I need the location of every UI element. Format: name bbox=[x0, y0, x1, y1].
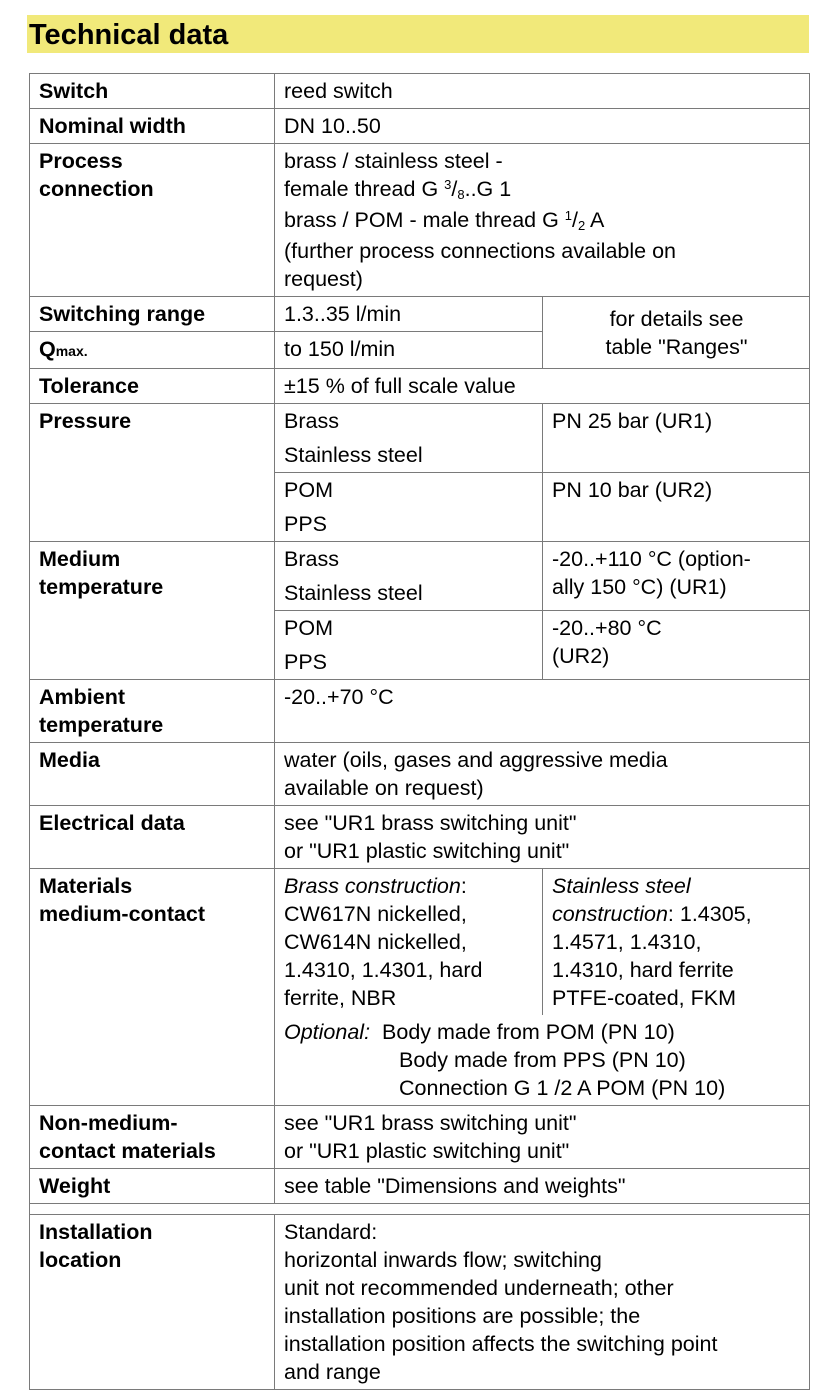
fraction-denominator: 2 bbox=[578, 218, 586, 233]
material: PPS bbox=[284, 650, 328, 674]
label-line: Non-medium- bbox=[39, 1111, 178, 1135]
label-switching-range: Switching range bbox=[30, 297, 275, 332]
optional-label: Optional: bbox=[284, 1020, 371, 1044]
pressure-materials-1 bbox=[275, 404, 543, 473]
label-line: connection bbox=[39, 177, 154, 201]
label-tolerance: Tolerance bbox=[30, 369, 275, 404]
brass-construction bbox=[275, 869, 543, 1016]
value-line: -20..+110 °C (option- bbox=[552, 547, 751, 571]
value-line: 1.4310, 1.4301, hard bbox=[284, 958, 483, 982]
value-line: available on request) bbox=[284, 776, 484, 800]
label-weight: Weight bbox=[30, 1169, 275, 1204]
value-line: installation positions are possible; the bbox=[284, 1304, 641, 1328]
optional-materials bbox=[275, 1015, 810, 1106]
row-media bbox=[30, 743, 810, 806]
value-line: ferrite, NBR bbox=[284, 986, 397, 1010]
fraction-numerator: 1 bbox=[564, 208, 573, 223]
temp-materials-1 bbox=[275, 542, 543, 611]
value-switching-range: 1.3..35 l/min bbox=[275, 297, 543, 332]
italic-text: Brass construction bbox=[284, 874, 461, 898]
value-process-connection bbox=[275, 144, 810, 297]
row-materials-1 bbox=[30, 869, 810, 1016]
value-line: installation position affects the switching point bbox=[284, 1332, 718, 1356]
technical-data-table bbox=[29, 73, 810, 1390]
value-line: Standard: bbox=[284, 1220, 378, 1244]
text: : bbox=[460, 874, 467, 898]
label-q: Q bbox=[39, 337, 56, 361]
row-non-medium-contact bbox=[30, 1106, 810, 1169]
value-switch: reed switch bbox=[275, 74, 810, 109]
section-header bbox=[27, 15, 809, 53]
value-line bbox=[552, 900, 801, 928]
value-line: 1.4571, 1.4310, bbox=[552, 930, 702, 954]
label-qmax bbox=[30, 332, 275, 369]
text: female thread G bbox=[284, 177, 445, 201]
label-line: Process bbox=[39, 149, 123, 173]
value-electrical-data bbox=[275, 806, 810, 869]
row-nominal-width bbox=[30, 109, 810, 144]
value-line: see "UR1 brass switching unit" bbox=[284, 1111, 577, 1135]
fraction-slash: / bbox=[572, 208, 578, 232]
label-pressure: Pressure bbox=[30, 404, 275, 542]
optional-line: Connection G 1 /2 A POM (PN 10) bbox=[399, 1076, 726, 1100]
material: POM bbox=[284, 478, 333, 502]
fraction-denominator: 8 bbox=[457, 187, 465, 202]
row-tolerance bbox=[30, 369, 810, 404]
material: PPS bbox=[284, 512, 328, 536]
text: Body made from POM (PN 10) bbox=[382, 1020, 675, 1044]
value-qmax: to 150 l/min bbox=[275, 332, 543, 369]
label-materials bbox=[30, 869, 275, 1106]
value-line: or "UR1 plastic switching unit" bbox=[284, 839, 570, 863]
label-line: Medium bbox=[39, 547, 121, 571]
temp-value-2 bbox=[543, 611, 810, 680]
temp-materials-2 bbox=[275, 611, 543, 680]
row-pressure-1 bbox=[30, 404, 810, 473]
label-installation bbox=[30, 1215, 275, 1390]
label-switch: Switch bbox=[30, 74, 275, 109]
row-switch bbox=[30, 74, 810, 109]
value-line bbox=[284, 206, 801, 237]
italic-text: construction bbox=[552, 902, 668, 926]
text: : 1.4305, bbox=[667, 902, 752, 926]
value-line: see "UR1 brass switching unit" bbox=[284, 811, 577, 835]
value-line: water (oils, gases and aggressive media bbox=[284, 748, 668, 772]
optional-line bbox=[284, 1018, 801, 1046]
label-process-connection bbox=[30, 144, 275, 297]
label-line: temperature bbox=[39, 575, 164, 599]
row-process-connection bbox=[30, 144, 810, 297]
pressure-value-1: PN 25 bar (UR1) bbox=[543, 404, 810, 473]
pressure-value-2: PN 10 bar (UR2) bbox=[543, 473, 810, 542]
ranges-note bbox=[543, 297, 810, 369]
value-line bbox=[552, 872, 801, 900]
value-non-medium-contact bbox=[275, 1106, 810, 1169]
note-line: for details see bbox=[609, 306, 744, 331]
label-media: Media bbox=[30, 743, 275, 806]
value-line: (further process connections available on bbox=[284, 239, 676, 263]
row-switching-range bbox=[30, 297, 810, 332]
label-line: contact materials bbox=[39, 1139, 216, 1163]
value-line: (UR2) bbox=[552, 644, 610, 668]
value-line bbox=[284, 175, 801, 206]
spacer-cell bbox=[30, 1204, 810, 1215]
fraction-numerator: 3 bbox=[444, 177, 452, 192]
fraction-slash: / bbox=[451, 177, 458, 201]
value-line: CW617N nickelled, bbox=[284, 902, 467, 926]
label-line: Ambient bbox=[39, 685, 125, 709]
label-ambient-temperature bbox=[30, 680, 275, 743]
row-ambient-temperature bbox=[30, 680, 810, 743]
text: A bbox=[585, 208, 605, 232]
value-line: horizontal inwards flow; switching bbox=[284, 1248, 602, 1272]
material: Brass bbox=[284, 547, 339, 571]
label-line: Materials bbox=[39, 874, 133, 898]
value-weight: see table "Dimensions and weights" bbox=[275, 1169, 810, 1204]
value-nominal-width: DN 10..50 bbox=[275, 109, 810, 144]
label-line: Installation bbox=[39, 1220, 153, 1244]
value-line: -20..+80 °C bbox=[552, 616, 662, 640]
value-line: unit not recommended underneath; other bbox=[284, 1276, 674, 1300]
label-line: medium-contact bbox=[39, 902, 206, 926]
row-medium-temp-1 bbox=[30, 542, 810, 611]
row-electrical-data bbox=[30, 806, 810, 869]
value-line: PTFE-coated, FKM bbox=[552, 986, 736, 1010]
value-line: or "UR1 plastic switching unit" bbox=[284, 1139, 570, 1163]
material: Stainless steel bbox=[284, 581, 423, 605]
value-line: brass / stainless steel - bbox=[284, 149, 503, 173]
value-media bbox=[275, 743, 810, 806]
label-non-medium-contact bbox=[30, 1106, 275, 1169]
material: Brass bbox=[284, 409, 339, 433]
row-spacer bbox=[30, 1204, 810, 1215]
pressure-materials-2 bbox=[275, 473, 543, 542]
italic-text: Stainless steel bbox=[552, 874, 691, 898]
label-line: temperature bbox=[39, 713, 164, 737]
value-installation bbox=[275, 1215, 810, 1390]
text: brass / POM - male thread G bbox=[284, 208, 565, 232]
value-line bbox=[284, 872, 534, 900]
page-title: Technical data bbox=[29, 19, 229, 51]
value-ambient-temperature: -20..+70 °C bbox=[275, 680, 810, 743]
row-weight bbox=[30, 1169, 810, 1204]
optional-line: Body made from PPS (PN 10) bbox=[399, 1048, 686, 1072]
label-line: location bbox=[39, 1248, 122, 1272]
value-line: 1.4310, hard ferrite bbox=[552, 958, 734, 982]
value-line: ally 150 °C) (UR1) bbox=[552, 575, 727, 599]
value-line: CW614N nickelled, bbox=[284, 930, 467, 954]
row-installation bbox=[30, 1215, 810, 1390]
value-tolerance: ±15 % of full scale value bbox=[275, 369, 810, 404]
stainless-construction bbox=[543, 869, 810, 1016]
label-medium-temperature bbox=[30, 542, 275, 680]
label-electrical-data: Electrical data bbox=[30, 806, 275, 869]
value-line: and range bbox=[284, 1360, 381, 1384]
text: ..G 1 bbox=[464, 177, 512, 201]
temp-value-1 bbox=[543, 542, 810, 611]
material: Stainless steel bbox=[284, 443, 423, 467]
label-nominal-width: Nominal width bbox=[30, 109, 275, 144]
note-line: table "Ranges" bbox=[605, 334, 748, 359]
material: POM bbox=[284, 616, 333, 640]
value-line: request) bbox=[284, 267, 363, 291]
label-subscript: max. bbox=[55, 343, 88, 359]
